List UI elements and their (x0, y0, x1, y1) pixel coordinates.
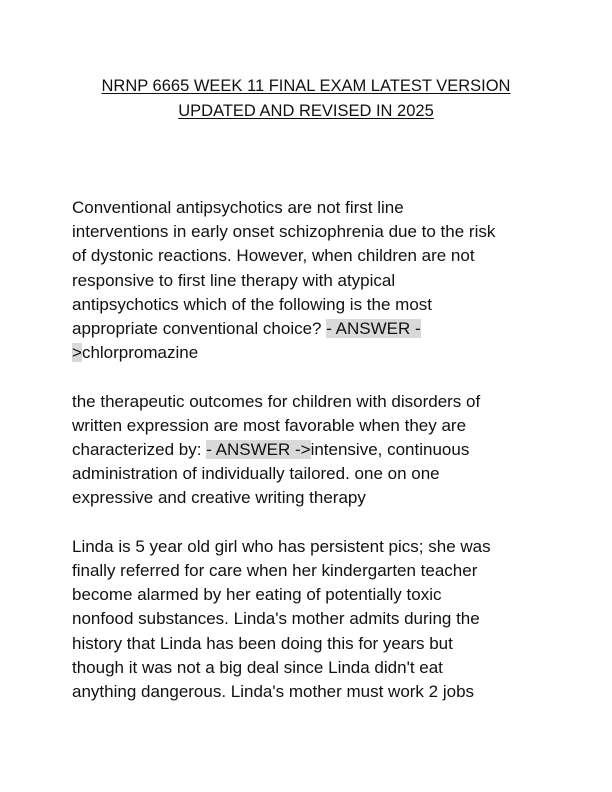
answer-line: administration of individually tailored. one on one (72, 464, 440, 484)
answer-marker: - ANSWER -> (206, 440, 311, 460)
question-line: responsive to first line therapy with atypical (72, 270, 396, 290)
question-line: Linda is 5 year old girl who has persistent pics; she was (72, 536, 491, 556)
question-answer-line (72, 317, 542, 341)
answer-text: chlorpromazine (81, 343, 199, 363)
question-line: characterized by: (72, 440, 207, 460)
question-line: antipsychotics which of the following is the most (72, 294, 433, 314)
document-body (72, 196, 542, 728)
question-line: become alarmed by her eating of potentially toxic (72, 585, 442, 605)
answer-marker: - ANSWER - (326, 319, 421, 339)
question-line: written expression are most favorable when they are (72, 415, 467, 435)
question-line: history that Linda has been doing this for years but (72, 633, 453, 653)
document-title (60, 74, 552, 124)
answer-line (72, 341, 542, 365)
title-line: UPDATED AND REVISED IN 2025 (178, 102, 434, 120)
question-line: Conventional antipsychotics are not first line (72, 198, 404, 217)
question-line: nonfood substances. Linda's mother admits during the (72, 609, 480, 629)
answer-line: expressive and creative writing therapy (72, 488, 366, 508)
qa-item (72, 196, 542, 365)
question-line: interventions in early onset schizophrenia due to the risk (72, 222, 496, 242)
title-line: NRNP 6665 WEEK 11 FINAL EXAM LATEST VERSION (101, 77, 511, 95)
qa-item (72, 535, 542, 704)
qa-item (72, 390, 542, 511)
question-line: of dystonic reactions. However, when children are not (72, 246, 475, 266)
answer-text: intensive, continuous (310, 440, 470, 460)
question-line: finally referred for care when her kindergarten teacher (72, 561, 478, 581)
question-answer-line (72, 438, 542, 462)
answer-marker: > (72, 343, 82, 363)
question-line: though it was not a big deal since Linda didn't eat (72, 657, 443, 677)
question-line: anything dangerous. Linda's mother must work 2 jobs (72, 682, 475, 702)
question-line: the therapeutic outcomes for children with disorders of (72, 391, 481, 411)
question-line: appropriate conventional choice? (72, 319, 327, 339)
